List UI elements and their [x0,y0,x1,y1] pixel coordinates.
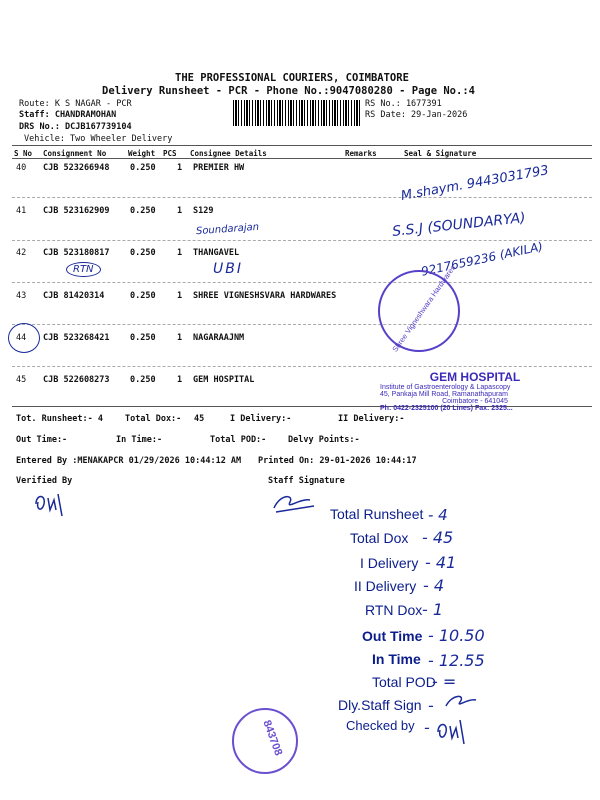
row42-signature: 9217659236 (AKILA) [419,239,545,279]
row-pcs: 1 [177,206,183,216]
vigneshwara-seal [378,263,460,354]
summary-label: Checked by [346,718,415,733]
circle-mark [8,323,40,353]
summary-label: RTN Dox [365,602,423,618]
total-dox-label: Total Dox:- [125,414,182,424]
route: Route: K S NAGAR - PCR [19,99,132,109]
summary-value: - 1 [422,600,444,619]
summary-label: Total Runsheet [330,506,424,522]
gem-line: Ph: 0422-2325100 (20 Lines) Fax: 2325... [380,405,513,412]
company-title: THE PROFESSIONAL COURIERS, COIMBATORE [175,72,409,84]
summary-label: Dly.Staff Sign [338,697,422,713]
summary-label: II Delivery [354,578,417,594]
vehicle: Vehicle: Two Wheeler Delivery [24,134,173,144]
summary-value: - 4 [428,506,448,524]
row-pcs: 1 [177,163,183,173]
gem-hospital-seal [380,370,570,412]
gem-line: Institute of Gastroenterology & Lapascopy [380,384,511,391]
divider [12,282,592,283]
row41-note: Soundarajan [195,221,260,238]
row-weight: 0.250 [130,291,156,301]
gem-line: Coimbatore - 641045 [442,398,508,405]
verified-by: Verified By [16,476,73,486]
checked-by-signature [434,716,474,748]
summary-value: - = [432,672,457,691]
i-delivery: I Delivery:- [230,414,292,424]
row-sno: 45 [16,375,27,385]
row-sno: 44 [16,333,27,343]
divider [12,324,592,325]
col-seal: Seal & Signature [404,149,477,158]
row-pcs: 1 [177,333,183,343]
row40-signature: M.shaym. 9443031793 [399,163,550,204]
row-sno: 42 [16,248,27,258]
dly-staff-signature [442,690,482,714]
drs-no: DRS No.: DCJB167739104 [19,122,132,132]
summary-value: - 12.55 [428,651,485,670]
row-sno: 43 [16,291,27,301]
row-consignment: CJB 523268421 [43,333,110,343]
printed-on: Printed On: 29-01-2026 10:44:17 [258,456,417,466]
ii-delivery: II Delivery:- [338,414,405,424]
row-consignment: CJB 522608273 [43,375,110,385]
out-time: Out Time:- [16,435,68,445]
staff-signature-scribble [270,488,320,516]
divider [12,366,592,367]
row41-signature: S.S.J (SOUNDARYA) [391,210,527,240]
row-consignee: PREMIER HW [193,163,245,173]
col-pcs: PCS [163,149,177,158]
row-consignee: THANGAVEL [193,248,240,258]
summary-value: - 41 [425,553,457,572]
round-stamp-text: 843708 [260,718,285,758]
summary-label: Total Dox [350,530,409,546]
row-sno: 40 [16,163,27,173]
gem-line: 45, Pankaja Mill Road, Ramanathapuram [380,391,509,398]
summary-value: - [428,696,434,715]
summary-value: - [424,718,430,737]
col-remarks: Remarks [345,149,377,158]
summary-label: Total POD [372,674,436,690]
rs-no: RS No.: 1677391 [365,99,442,109]
row-consignee: NAGARAAJNM [193,333,245,343]
divider [12,240,592,241]
row42-note: UBI [213,261,243,277]
row-pcs: 1 [177,248,183,258]
total-pod: Total POD:- [210,435,267,445]
row-pcs: 1 [177,291,183,301]
vigneshwara-seal-text: Shree Vigneshwara Hardwares [390,263,458,354]
summary-label: Out Time [362,628,423,644]
col-sno: S No [14,149,33,158]
row-weight: 0.250 [130,248,156,258]
col-consignee: Consignee Details [190,149,267,158]
divider [12,158,592,159]
row-consignment: CJB 81420314 [43,291,105,301]
row-pcs: 1 [177,375,183,385]
summary-value: - 10.50 [428,626,485,645]
row-weight: 0.250 [130,375,156,385]
row-consignee: S129 [193,206,214,216]
row-consignment: CJB 523162909 [43,206,110,216]
verified-signature [32,490,72,520]
col-weight: Weight [128,149,156,158]
row-weight: 0.250 [130,206,156,216]
gem-title: GEM HOSPITAL [429,370,521,384]
rs-date: RS Date: 29-Jan-2026 [365,110,468,120]
staff-signature: Staff Signature [268,476,345,486]
row-weight: 0.250 [130,333,156,343]
row-consignee: SHREE VIGNESHSVARA HARDWARES [193,291,337,301]
entered-by: Entered By :MENAKAPCR 01/29/2026 10:44:12 AM [16,456,242,466]
tot-runsheet: Tot. Runsheet:- 4 [16,414,103,424]
summary-value: - 4 [423,576,445,595]
row-consignment: CJB 523180817 [43,248,110,258]
total-dox-value: 45 [194,414,205,424]
row-weight: 0.250 [130,163,156,173]
in-time: In Time:- [116,435,163,445]
col-consignment: Consignment No [43,149,107,158]
row42-rtn: RTN [66,262,101,277]
summary-label: In Time [372,651,421,667]
summary-value: - 45 [422,528,454,547]
staff: Staff: CHANDRAMOHAN [19,110,117,120]
row-sno: 41 [16,206,27,216]
row-consignment: CJB 523266948 [43,163,110,173]
summary-label: I Delivery [360,555,419,571]
row-consignee: GEM HOSPITAL [193,375,255,385]
barcode [233,100,361,126]
round-stamp [232,708,298,774]
delvy-points: Delvy Points:- [288,435,360,445]
divider [12,197,592,198]
runsheet-title: Delivery Runsheet - PCR - Phone No.:9047080280 - Page No.:4 [102,85,475,97]
divider [12,145,592,146]
